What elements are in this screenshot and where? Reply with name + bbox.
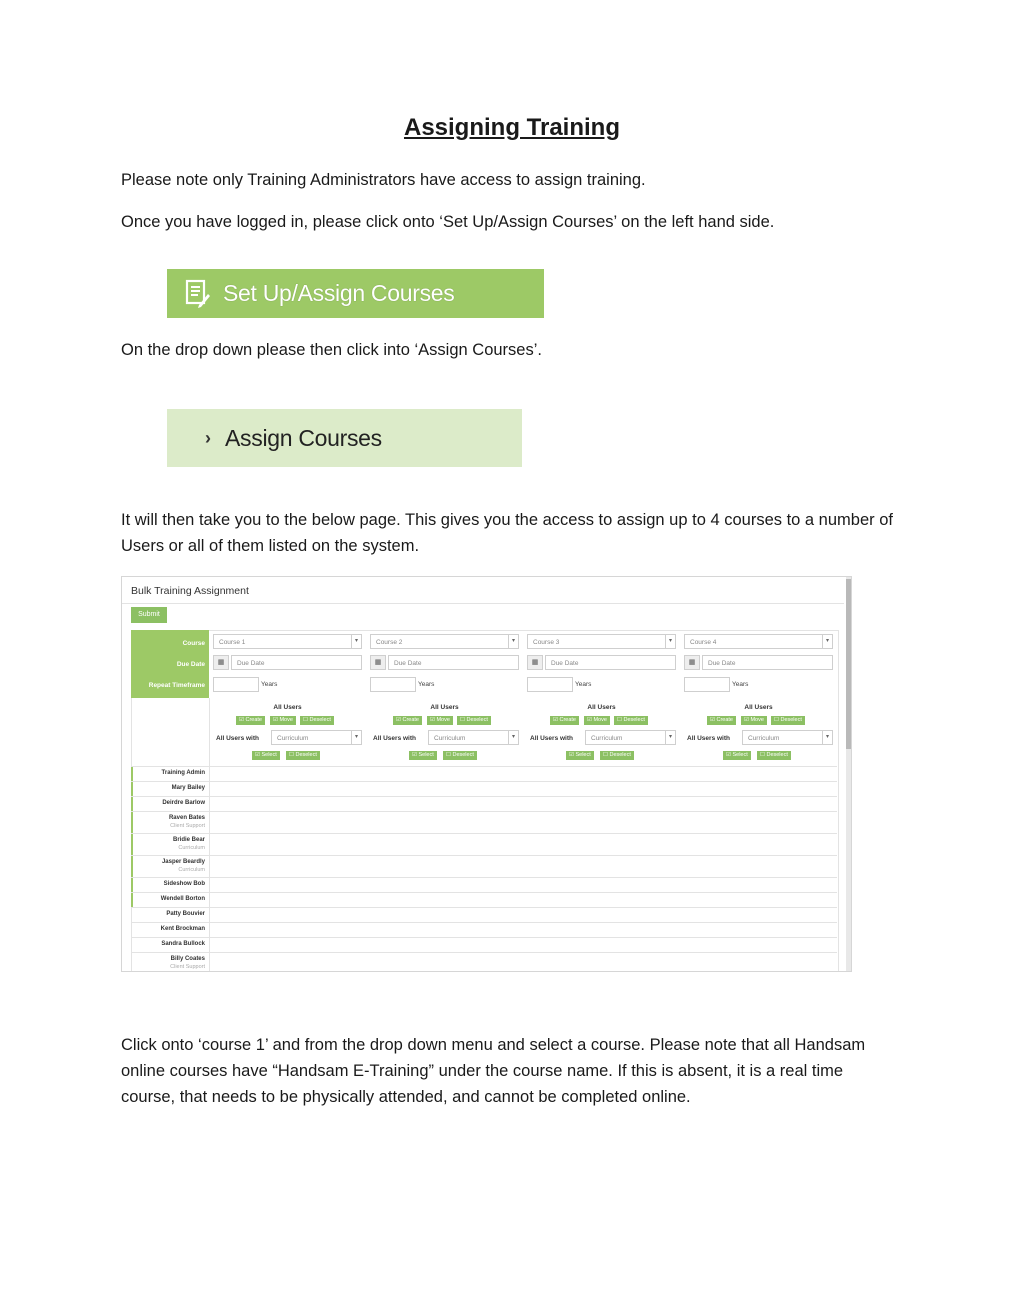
- page-description: It will then take you to the below page. This gives you the access to assign up to 4 courses to a number of Users or all of them listed on the system.: [121, 511, 893, 555]
- setup-assign-courses-menu-item[interactable]: [167, 269, 544, 318]
- user-row[interactable]: [131, 781, 837, 797]
- due-date-placeholder: Due Date: [237, 660, 265, 667]
- deselect-button[interactable]: ☐ Deselect: [457, 716, 491, 725]
- select-label: Select: [418, 752, 434, 758]
- move-button[interactable]: ☑ Move: [741, 716, 767, 725]
- curriculum-value: Curriculum: [277, 735, 309, 742]
- all-users-with-label: All Users with: [530, 735, 573, 742]
- user-row[interactable]: [131, 952, 837, 972]
- select-button[interactable]: ☑ Select: [252, 751, 280, 760]
- course-selection-instruction: Click onto ‘course 1’ and from the drop down menu and select a course. Please note that all Handsam online courses have “Handsam E-Training” under the course name. If this is absent, it is a real time course, that needs to be physically attended, and cannot be completed online.: [121, 1036, 866, 1106]
- due-date-row-label: Due Date: [176, 661, 205, 668]
- course-select-value: Course 3: [533, 639, 560, 646]
- scrollbar-thumb[interactable]: [846, 579, 851, 749]
- select-button[interactable]: ☑ Select: [409, 751, 437, 760]
- user-name: Patty Bouvier: [166, 911, 205, 917]
- deselect-group-button[interactable]: ☐ Deselect: [286, 751, 320, 760]
- user-row[interactable]: [131, 922, 837, 938]
- user-row[interactable]: [131, 855, 837, 878]
- user-role: Client Support: [170, 823, 205, 829]
- deselect-label: Deselect: [295, 752, 317, 758]
- curriculum-value: Curriculum: [591, 735, 623, 742]
- select-label: Select: [575, 752, 591, 758]
- user-row[interactable]: [131, 811, 837, 834]
- create-button[interactable]: ☑ Create: [550, 716, 579, 725]
- due-date-input-2[interactable]: [388, 655, 519, 670]
- due-date-placeholder: Due Date: [551, 660, 579, 667]
- user-name: Wendell Borton: [160, 896, 205, 902]
- document-edit-icon: [185, 279, 211, 309]
- curriculum-value: Curriculum: [434, 735, 466, 742]
- all-users-with-label: All Users with: [687, 735, 730, 742]
- title-divider: [122, 603, 844, 604]
- course-select-2[interactable]: [370, 634, 519, 649]
- move-label: Move: [279, 717, 293, 723]
- curriculum-select-4[interactable]: [742, 730, 833, 745]
- calendar-icon[interactable]: ▦: [213, 655, 229, 670]
- user-name: Kent Brockman: [160, 926, 205, 932]
- years-label: Years: [732, 681, 749, 688]
- chevron-down-icon: ▾: [508, 635, 518, 648]
- calendar-icon[interactable]: ▦: [684, 655, 700, 670]
- chevron-right-icon: ›: [205, 427, 211, 448]
- years-label: Years: [261, 681, 278, 688]
- deselect-label: Deselect: [309, 717, 331, 723]
- due-date-input-4[interactable]: [702, 655, 833, 670]
- user-name: Sideshow Bob: [163, 881, 205, 887]
- row-label-panel: [131, 630, 209, 698]
- calendar-icon[interactable]: ▦: [527, 655, 543, 670]
- user-name: Bridie Bear: [172, 837, 205, 843]
- user-name: Training Admin: [161, 770, 205, 776]
- create-label: Create: [245, 717, 262, 723]
- chevron-down-icon: ▾: [822, 731, 832, 744]
- user-row[interactable]: [131, 766, 837, 782]
- deselect-group-button[interactable]: ☐ Deselect: [443, 751, 477, 760]
- dropdown-instruction: On the drop down please then click into ‘Assign Courses’.: [121, 341, 542, 359]
- user-name: Sandra Bullock: [161, 941, 205, 947]
- bulk-title: Bulk Training Assignment: [131, 585, 249, 597]
- create-label: Create: [559, 717, 576, 723]
- select-button[interactable]: ☑ Select: [723, 751, 751, 760]
- course-select-3[interactable]: [527, 634, 676, 649]
- intro-note: Please note only Training Administrators have access to assign training.: [121, 171, 646, 189]
- select-label: Select: [261, 752, 277, 758]
- all-users-label: All Users: [587, 704, 616, 711]
- deselect-group-button[interactable]: ☐ Deselect: [757, 751, 791, 760]
- years-label: Years: [575, 681, 592, 688]
- all-users-label: All Users: [430, 704, 459, 711]
- curriculum-value: Curriculum: [748, 735, 780, 742]
- create-label: Create: [716, 717, 733, 723]
- deselect-label: Deselect: [780, 717, 802, 723]
- due-date-input-3[interactable]: [545, 655, 676, 670]
- user-row[interactable]: [131, 796, 837, 812]
- create-button[interactable]: ☑ Create: [393, 716, 422, 725]
- deselect-label: Deselect: [452, 752, 474, 758]
- user-name: Raven Bates: [168, 815, 205, 821]
- setup-assign-courses-label: Set Up/Assign Courses: [223, 280, 455, 306]
- deselect-label: Deselect: [466, 717, 488, 723]
- all-users-with-label: All Users with: [216, 735, 259, 742]
- course-row-label: Course: [182, 640, 205, 647]
- bulk-training-assignment-screenshot: [121, 576, 852, 972]
- repeat-years-input-3[interactable]: [527, 677, 573, 692]
- course-select-value: Course 2: [376, 639, 403, 646]
- user-row[interactable]: [131, 833, 837, 856]
- curriculum-select-2[interactable]: [428, 730, 519, 745]
- deselect-button[interactable]: ☐ Deselect: [300, 716, 334, 725]
- due-date-input-1[interactable]: [231, 655, 362, 670]
- curriculum-select-1[interactable]: [271, 730, 362, 745]
- course-select-value: Course 4: [690, 639, 717, 646]
- course-select-4[interactable]: [684, 634, 833, 649]
- assign-courses-label: Assign Courses: [225, 424, 382, 451]
- chevron-down-icon: ▾: [665, 635, 675, 648]
- move-label: Move: [750, 717, 764, 723]
- user-role: Client Support: [170, 964, 205, 970]
- select-label: Select: [732, 752, 748, 758]
- chevron-down-icon: ▾: [351, 731, 361, 744]
- move-button[interactable]: ☑ Move: [270, 716, 296, 725]
- repeat-years-input-4[interactable]: [684, 677, 730, 692]
- deselect-group-button[interactable]: ☐ Deselect: [600, 751, 634, 760]
- user-name: Jasper Beardly: [161, 859, 205, 865]
- create-button[interactable]: ☑ Create: [236, 716, 265, 725]
- user-row[interactable]: [131, 937, 837, 953]
- deselect-button[interactable]: ☐ Deselect: [614, 716, 648, 725]
- user-row[interactable]: [131, 877, 837, 893]
- chevron-down-icon: ▾: [822, 635, 832, 648]
- user-role: Curriculum: [178, 867, 205, 873]
- repeat-years-input-1[interactable]: [213, 677, 259, 692]
- assign-courses-menu-item[interactable]: [167, 409, 522, 467]
- user-row[interactable]: [131, 907, 837, 923]
- years-label: Years: [418, 681, 435, 688]
- move-button[interactable]: ☑ Move: [427, 716, 453, 725]
- user-row[interactable]: [131, 892, 837, 908]
- repeat-row-label: Repeat Timeframe: [148, 682, 205, 689]
- create-button[interactable]: ☑ Create: [707, 716, 736, 725]
- submit-button[interactable]: Submit: [131, 607, 167, 623]
- course-select-1[interactable]: [213, 634, 362, 649]
- user-name: Deirdre Barlow: [162, 800, 205, 806]
- user-name: Mary Bailey: [171, 785, 205, 791]
- course-select-value: Course 1: [219, 639, 246, 646]
- create-label: Create: [402, 717, 419, 723]
- calendar-icon[interactable]: ▦: [370, 655, 386, 670]
- chevron-down-icon: ▾: [665, 731, 675, 744]
- select-button[interactable]: ☑ Select: [566, 751, 594, 760]
- user-role: Curriculum: [178, 845, 205, 851]
- move-label: Move: [436, 717, 450, 723]
- repeat-years-input-2[interactable]: [370, 677, 416, 692]
- chevron-down-icon: ▾: [508, 731, 518, 744]
- deselect-label: Deselect: [609, 752, 631, 758]
- due-date-placeholder: Due Date: [394, 660, 422, 667]
- all-users-with-label: All Users with: [373, 735, 416, 742]
- due-date-placeholder: Due Date: [708, 660, 736, 667]
- user-name: Billy Coates: [170, 956, 205, 962]
- login-instruction: Once you have logged in, please click onto ‘Set Up/Assign Courses’ on the left hand side.: [121, 213, 775, 231]
- deselect-label: Deselect: [766, 752, 788, 758]
- all-users-label: All Users: [273, 704, 302, 711]
- move-button[interactable]: ☑ Move: [584, 716, 610, 725]
- deselect-label: Deselect: [623, 717, 645, 723]
- chevron-down-icon: ▾: [351, 635, 361, 648]
- curriculum-select-3[interactable]: [585, 730, 676, 745]
- deselect-button[interactable]: ☐ Deselect: [771, 716, 805, 725]
- all-users-label: All Users: [744, 704, 773, 711]
- move-label: Move: [593, 717, 607, 723]
- page-title: Assigning Training: [403, 114, 620, 141]
